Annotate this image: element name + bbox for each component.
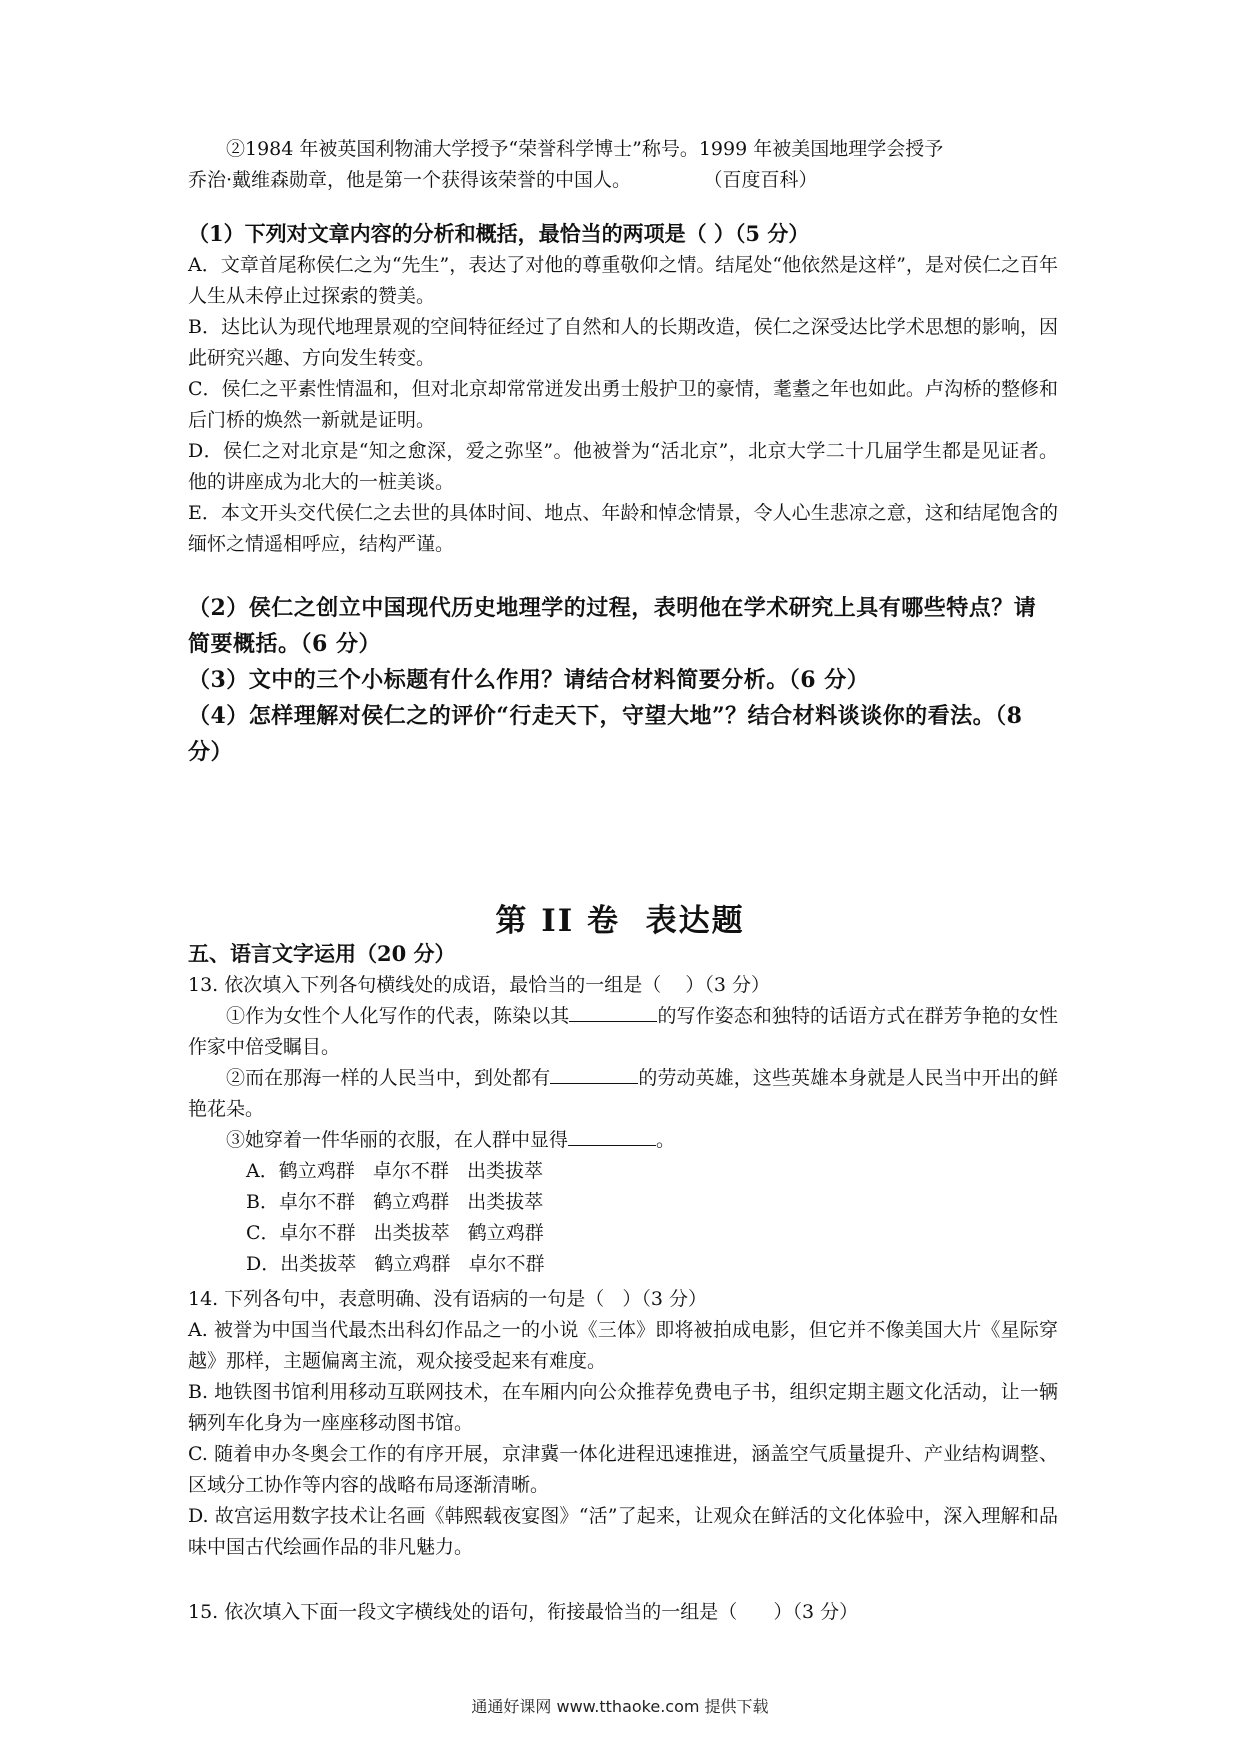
question-1-option-d: D．侯仁之对北京是“知之愈深，爱之弥坚”。他被誉为“活北京”，北京大学二十几届学生都是见证者。他的讲座成为北大的一桩美谈。 — [188, 440, 1058, 493]
sentence-3-after: 。 — [656, 1129, 676, 1151]
question-2: （2）侯仁之创立中国现代历史地理学的过程，表明他在学术研究上具有哪些特点？请简要概括。（6 分） — [188, 595, 1037, 657]
section-5 — [188, 938, 1058, 1280]
sentence-2-after: 的劳动英雄，这些英雄本身就是人民当中开出的鲜艳花朵。 — [188, 1067, 1058, 1120]
intro-line-1: ②1984 年被英国利物浦大学授予“荣誉科学博士”称号。1999 年被美国地理学会授予 — [226, 138, 944, 160]
question-1 — [188, 218, 1058, 560]
question-13-choice-c: C．卓尔不群 出类拔萃 鹤立鸡群 — [246, 1222, 544, 1244]
question-14-option-c: C. 随着申办冬奥会工作的有序开展，京津冀一体化进程迅速推进，涵盖空气质量提升、产业结构调整、区域分工协作等内容的战略布局逐渐清晰。 — [188, 1443, 1058, 1496]
question-14-option-b: B. 地铁图书馆利用移动互联网技术，在车厢内向公众推荐免费电子书，组织定期主题文化活动，让一辆辆列车化身为一座座移动图书馆。 — [188, 1381, 1058, 1434]
question-13-choice-a: A．鹤立鸡群 卓尔不群 出类拔萃 — [246, 1160, 543, 1182]
intro-line-2: 乔治·戴维森勋章，他是第一个获得该荣誉的中国人。 （百度百科） — [188, 169, 818, 191]
question-13-sentence-1 — [188, 1001, 1058, 1063]
question-13-stem: 13. 依次填入下列各句横线处的成语，最恰当的一组是（ ）（3 分） — [188, 974, 771, 996]
question-13-choice-d: D．出类拔萃 鹤立鸡群 卓尔不群 — [246, 1253, 545, 1275]
question-1-option-a: A．文章首尾称侯仁之为“先生”，表达了对他的尊重敬仰之情。结尾处“他依然是这样”，是对侯仁之百年人生从未停止过探索的赞美。 — [188, 254, 1058, 307]
sentence-3-before: ③她穿着一件华丽的衣服，在人群中显得 — [226, 1129, 569, 1151]
section-5-heading: 五、语言文字运用（20 分） — [188, 941, 456, 966]
question-14 — [188, 1284, 1058, 1563]
sentence-1-after: 的写作姿态和独特的话语方式在群芳争艳的女性作家中倍受瞩目。 — [188, 1005, 1058, 1058]
blank-2 — [550, 1065, 638, 1084]
question-14-stem: 14. 下列各句中，表意明确、没有语病的一句是（ ）（3 分） — [188, 1288, 708, 1310]
question-3: （3）文中的三个小标题有什么作用？请结合材料简要分析。（6 分） — [188, 667, 870, 693]
question-13-sentence-2 — [188, 1063, 1058, 1125]
page-footer: 通通好课网 www.tthaoke.com 提供下载 — [471, 1697, 769, 1716]
question-13-sentence-3 — [188, 1125, 1058, 1156]
sentence-1-before: ①作为女性个人化写作的代表，陈染以其 — [226, 1005, 570, 1027]
sentence-2-before: ②而在那海一样的人民当中，到处都有 — [226, 1067, 551, 1089]
question-15-stem: 15. 依次填入下面一段文字横线处的语句，衔接最恰当的一组是（ ）（3 分） — [188, 1601, 859, 1623]
question-14-option-a: A. 被誉为中国当代最杰出科幻作品之一的小说《三体》即将被拍成电影，但它并不像美国大片《星际穿越》那样，主题偏离主流，观众接受起来有难度。 — [188, 1319, 1058, 1372]
question-1-option-e: E．本文开头交代侯仁之去世的具体时间、地点、年龄和悼念情景，令人心生悲凉之意，这和结尾饱含的缅怀之情遥相呼应，结构严谨。 — [188, 502, 1058, 555]
question-13-choice-b: B．卓尔不群 鹤立鸡群 出类拔萃 — [246, 1191, 544, 1213]
questions-2-4 — [188, 590, 1058, 770]
question-14-option-d: D. 故宫运用数字技术让名画《韩熙载夜宴图》“活”了起来，让观众在鲜活的文化体验中，深入理解和品味中国古代绘画作品的非凡魅力。 — [188, 1505, 1058, 1558]
blank-3 — [568, 1127, 656, 1146]
question-15 — [188, 1597, 1058, 1628]
section-title: 第 II 卷 表达题 — [495, 903, 745, 939]
intro-paragraph — [188, 134, 1058, 196]
question-1-option-c: C．侯仁之平素性情温和，但对北京却常常迸发出勇士般护卫的豪情，耄耋之年也如此。卢沟桥的整修和后门桥的焕然一新就是证明。 — [188, 378, 1058, 431]
question-1-title: （1）下列对文章内容的分析和概括，最恰当的两项是（ ）（5 分） — [188, 221, 810, 246]
question-4: （4）怎样理解对侯仁之的评价“行走天下，守望大地”？结合材料谈谈你的看法。（8 分） — [188, 703, 1023, 765]
blank-1 — [569, 1003, 657, 1022]
question-1-option-b: B．达比认为现代地理景观的空间特征经过了自然和人的长期改造，侯仁之深受达比学术思想的影响，因此研究兴趣、方向发生转变。 — [188, 316, 1058, 369]
